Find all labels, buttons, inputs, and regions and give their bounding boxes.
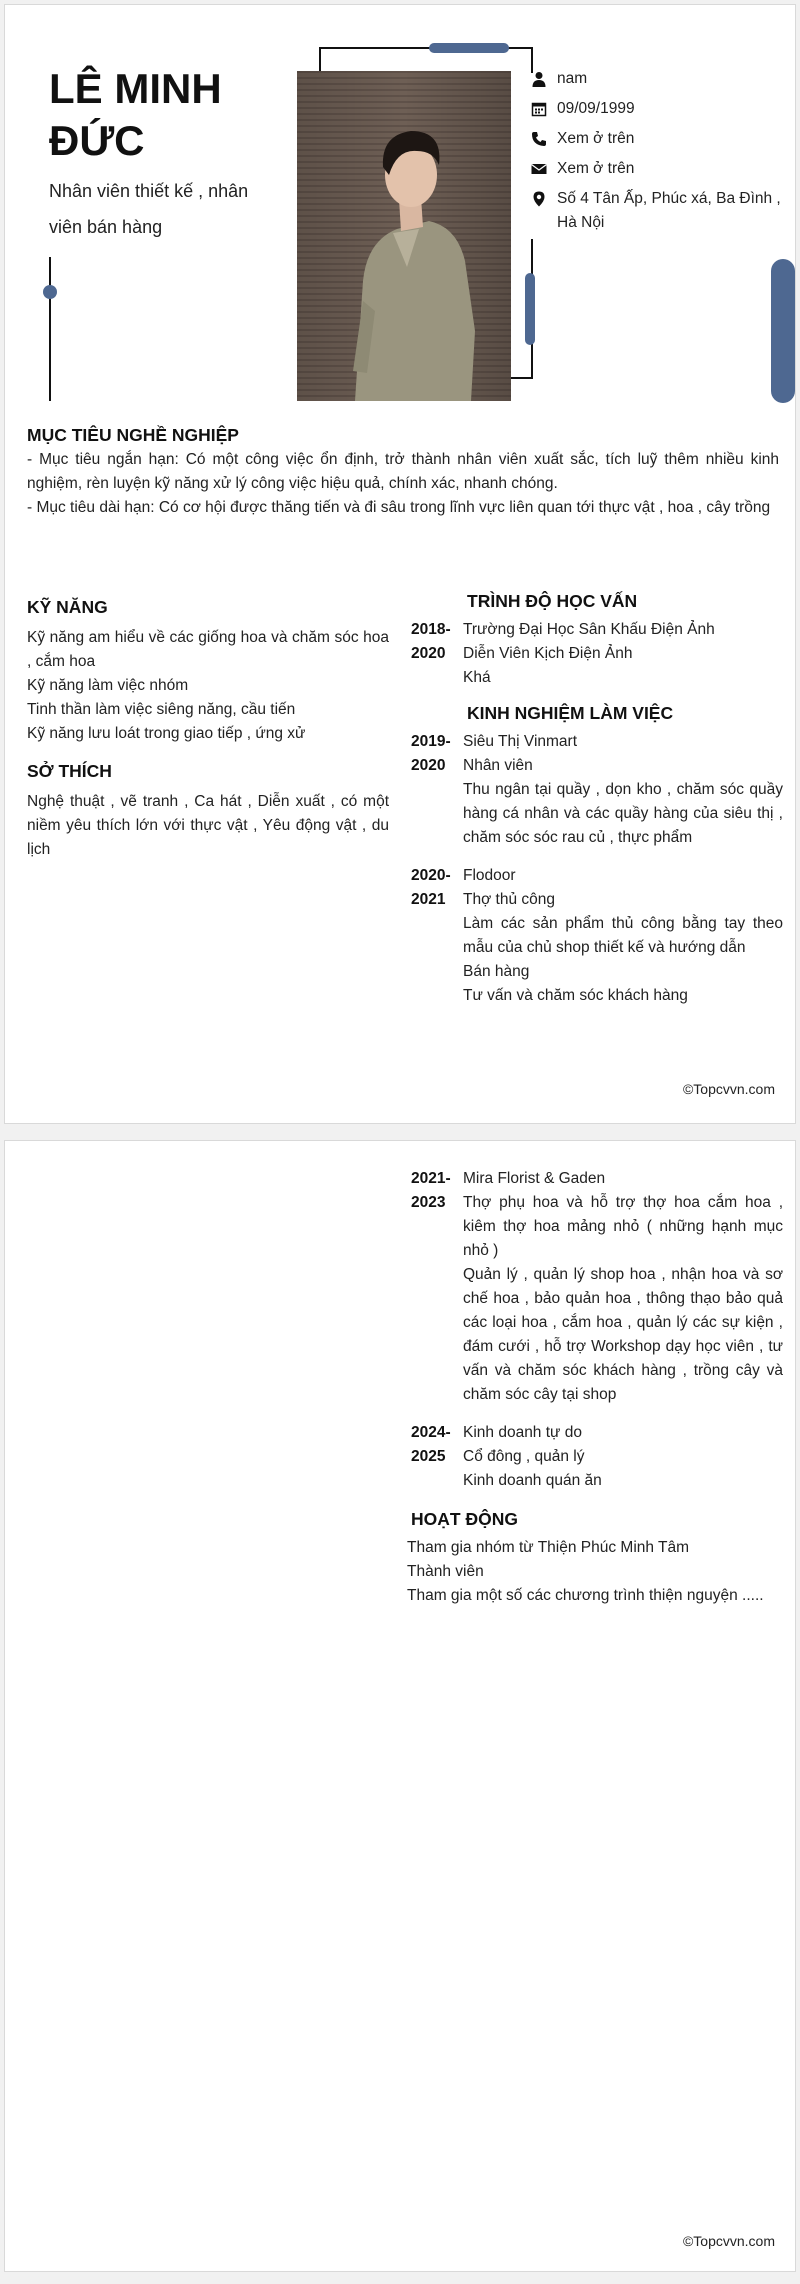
calendar-icon (531, 101, 547, 117)
education-section (411, 591, 783, 704)
experience-section (411, 703, 783, 1022)
skills-section (27, 597, 389, 746)
hobbies-text: Nghệ thuật , vẽ tranh , Ca hát , Diễn xuất , có một niềm yêu thích lớn với thực vật , Yêu động vật , du lịch (27, 793, 389, 858)
activity-item: Thành viên (407, 1563, 484, 1580)
year-end: 2020 (411, 645, 446, 662)
year-start: 2019- (411, 733, 451, 750)
email-value: Xem ở trên (557, 160, 635, 177)
job-description: Làm các sản phẩm thủ công bằng tay theo mẫu của chủ shop thiết kế và hướng dẫn (463, 915, 783, 956)
company-name: Kinh doanh tự do (463, 1424, 582, 1441)
phone-value: Xem ở trên (557, 130, 635, 147)
job-description: Thu ngân tại quầy , dọn kho , chăm sóc quầy hàng cá nhân và các quầy hàng của siêu thị , chăm sóc sóc rau củ , thực phẩm (463, 781, 783, 846)
person-icon (531, 71, 547, 87)
objective-title: MỤC TIÊU NGHỀ NGHIỆP (27, 425, 239, 445)
left-accent-dot (43, 285, 57, 299)
year-start: 2021- (411, 1170, 451, 1187)
envelope-icon (531, 161, 547, 177)
profile-photo (297, 71, 511, 401)
left-accent-line (49, 257, 51, 401)
hobbies-section (27, 761, 389, 862)
experience-item (411, 1421, 783, 1493)
grade: Khá (463, 669, 491, 686)
experience-item (411, 864, 783, 1008)
experience-years (411, 1167, 459, 1215)
photo-frame-accent-bar (429, 43, 509, 53)
contact-gender (531, 67, 781, 91)
job-description: Tư vấn và chăm sóc khách hàng (463, 987, 688, 1004)
job-description: Quản lý , quản lý shop hoa , nhận hoa và sơ chế hoa , bảo quản hoa , thông thạo bảo quả các loại hoa , cắm hoa , quản lý các sự kiện , đám cưới , hỗ trợ Workshop dạy học viên , tư vấn và chăm sóc khách hàng , trồng cây và chăm sóc cây tại shop (463, 1266, 783, 1403)
experience-title: KINH NGHIỆM LÀM VIỆC (467, 703, 674, 723)
contact-address (531, 187, 781, 235)
experience-years (411, 730, 459, 778)
footer-credit: ©Topcvvn.com (682, 1081, 775, 1097)
birthday-value: 09/09/1999 (557, 100, 635, 117)
phone-icon (531, 131, 547, 147)
activity-item: Tham gia một số các chương trình thiện nguyện ..... (407, 1587, 764, 1604)
year-start: 2020- (411, 867, 451, 884)
candidate-name: LÊ MINH ĐỨC (49, 65, 222, 164)
info-frame-bottom-line (511, 377, 533, 379)
year-end: 2025 (411, 1448, 446, 1465)
footer-credit: ©Topcvvn.com (682, 2233, 775, 2249)
skill-item: Kỹ năng làm việc nhóm (27, 677, 189, 694)
cv-page-2 (4, 1140, 796, 2272)
job-position: Thợ phụ hoa và hỗ trợ thợ hoa cắm hoa , kiêm thợ hoa mảng nhỏ ( những hạnh mục nhỏ ) (463, 1194, 783, 1259)
year-start: 2024- (411, 1424, 451, 1441)
year-end: 2020 (411, 757, 446, 774)
photo-frame-left-line (319, 47, 321, 73)
job-position: Bán hàng (463, 963, 530, 980)
skills-title: KỸ NĂNG (27, 597, 108, 617)
experience-item (411, 730, 783, 850)
objective-long-term: - Mục tiêu dài hạn: Có cơ hội được thăng tiến và đi sâu trong lĩnh vực liên quan tới thực vật , hoa , cây trồng (27, 499, 771, 516)
job-position: Nhân viên (463, 757, 533, 774)
year-start: 2018- (411, 621, 451, 638)
year-end: 2023 (411, 1194, 446, 1211)
school-name: Trường Đại Học Sân Khấu Điện Ảnh (463, 621, 715, 638)
experience-section-continued (407, 1167, 783, 1608)
activities-title: HOẠT ĐỘNG (411, 1509, 518, 1529)
job-position: Cổ đông , quản lý (463, 1448, 585, 1465)
major: Diễn Viên Kịch Điện Ảnh (463, 645, 633, 662)
experience-years (411, 1421, 459, 1469)
activities-section (407, 1509, 783, 1608)
location-pin-icon (531, 191, 547, 207)
year-end: 2021 (411, 891, 446, 908)
company-name: Mira Florist & Gaden (463, 1170, 606, 1187)
job-position: Thợ thủ công (463, 891, 556, 908)
info-frame-accent-bar (525, 273, 535, 345)
objective-short-term: - Mục tiêu ngắn hạn: Có một công việc ổn định, trở thành nhân viên xuất sắc, tích luỹ thêm nhiều kinh nghiệm, rèn luyện kỹ năng xử lý công việc hiệu quả, chính xác, nhanh chóng. (27, 451, 779, 492)
candidate-role: Nhân viên thiết kế , nhân viên bán hàng (49, 181, 249, 237)
company-name: Flodoor (463, 867, 516, 884)
contact-phone (531, 127, 781, 151)
activity-item: Tham gia nhóm từ Thiện Phúc Minh Tâm (407, 1539, 690, 1556)
contact-birthday (531, 97, 781, 121)
contact-info (531, 67, 781, 247)
experience-years (411, 864, 459, 912)
skill-item: Tinh thần làm việc siêng năng, cầu tiến (27, 701, 296, 718)
hobbies-title: SỞ THÍCH (27, 761, 112, 781)
education-item (411, 618, 783, 690)
education-title: TRÌNH ĐỘ HỌC VẤN (467, 591, 638, 611)
skill-item: Kỹ năng am hiểu về các giống hoa và chăm sóc hoa , cắm hoa (27, 629, 389, 670)
right-edge-accent-bar (771, 259, 795, 403)
address-value: Số 4 Tân Ấp, Phúc xá, Ba Đình , Hà Nội (557, 190, 781, 231)
job-description: Kinh doanh quán ăn (463, 1472, 602, 1489)
cv-page-1 (4, 4, 796, 1124)
education-years (411, 618, 459, 666)
gender-value: nam (557, 70, 588, 87)
experience-item (411, 1167, 783, 1407)
skill-item: Kỹ năng lưu loát trong giao tiếp , ứng xử (27, 725, 306, 742)
contact-email (531, 157, 781, 181)
objective-section (27, 425, 779, 520)
company-name: Siêu Thị Vinmart (463, 733, 578, 750)
